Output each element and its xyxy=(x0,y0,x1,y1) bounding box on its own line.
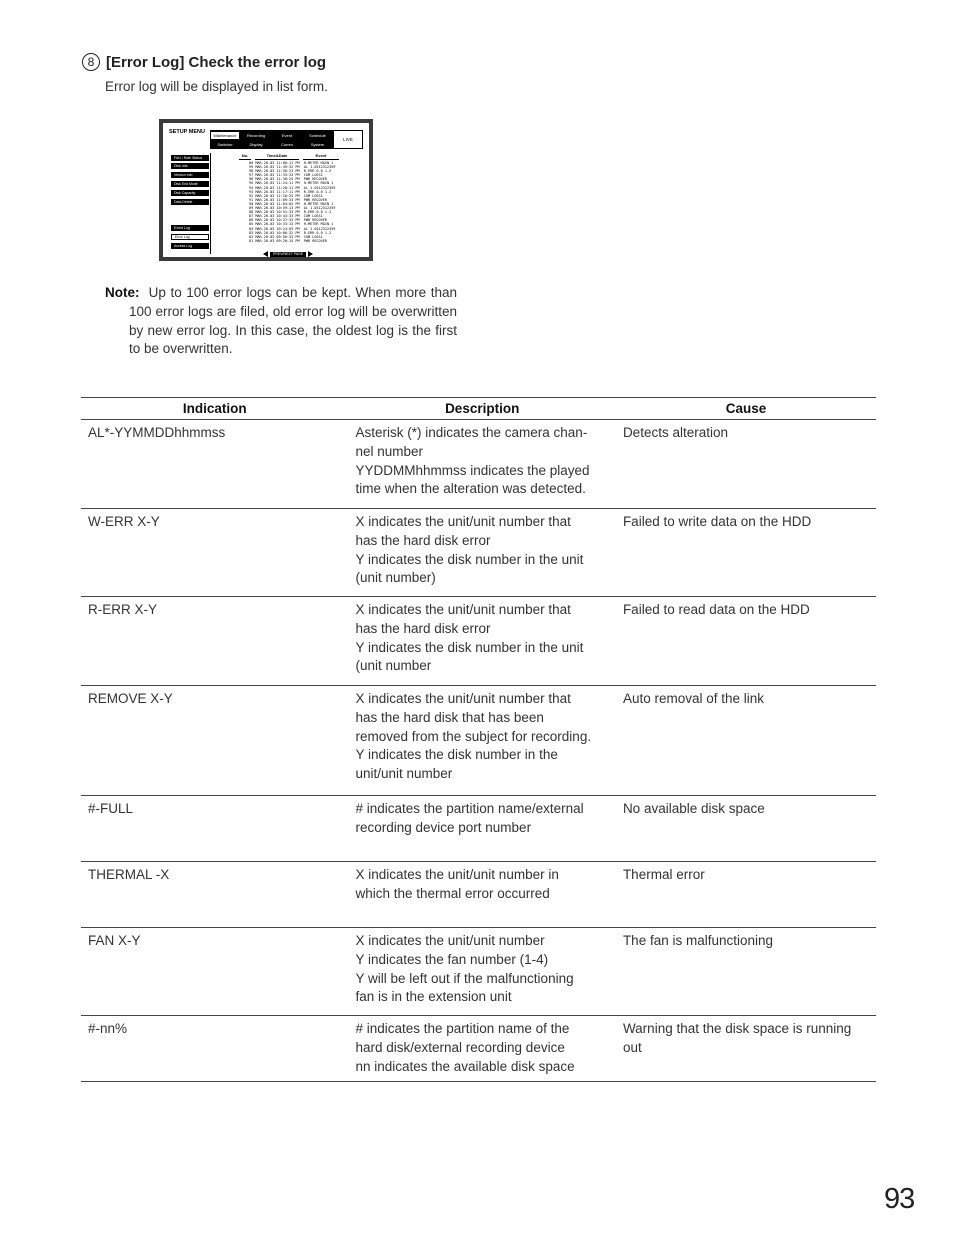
description-line: Y indicates the disk number in the xyxy=(355,747,558,763)
log-row: 94 MAR.20.03 11:20:11 PM AL 1-0312312359 xyxy=(249,185,336,190)
section-title: [Error Log] Check the error log xyxy=(106,53,327,71)
description-line: has the hard disk that has been xyxy=(355,709,544,725)
tab-display[interactable]: Display xyxy=(241,141,271,148)
note-block xyxy=(105,284,457,359)
section-intro: Error log will be displayed in list form. xyxy=(105,79,328,94)
log-row: 82 MAR.20.03 09:56:33 PM COM LOSS1 xyxy=(249,234,323,239)
description-line: (unit number xyxy=(355,658,432,674)
table-row xyxy=(81,597,876,686)
description-line: has the hard disk error xyxy=(355,532,491,548)
side-item-disk-capacity[interactable]: Disk Capacity xyxy=(171,190,209,196)
description-line: which the thermal error occurred xyxy=(355,885,550,901)
table-header-row xyxy=(81,398,876,420)
screen-divider xyxy=(210,153,211,254)
error-log-list xyxy=(249,161,335,243)
description-line: removed from the subject for recording. xyxy=(355,728,592,744)
table-row xyxy=(81,928,876,1016)
cause-cell: Failed to read data on the HDD xyxy=(616,597,876,686)
note-label: Note: xyxy=(105,285,140,300)
description-cell xyxy=(348,1016,615,1082)
cause-cell: Failed to write data on the HDD xyxy=(616,509,876,597)
header-cause: Cause xyxy=(616,398,876,420)
description-line: Y will be left out if the malfunctioning xyxy=(355,970,574,986)
cause-cell: The fan is malfunctioning xyxy=(616,928,876,1016)
error-log-table xyxy=(81,397,876,1082)
log-row: 95 MAR.20.03 11:24:11 PM H-METER MAIN 1 xyxy=(249,181,334,186)
description-cell xyxy=(348,509,615,597)
indication-cell: AL*-YYMMDDhhmmss xyxy=(81,420,348,509)
side-item-access-log[interactable]: Access Log xyxy=(171,243,209,249)
description-cell xyxy=(348,420,615,509)
description-line: X indicates the unit/unit number that xyxy=(355,602,571,617)
col-time-header: Time&Date xyxy=(255,153,299,160)
log-row: 86 MAR.20.03 10:37:33 PM PWR RECOVER xyxy=(249,218,327,223)
description-line: unit/unit number xyxy=(355,766,453,782)
next-page-icon[interactable] xyxy=(308,251,313,257)
col-no-header: No. xyxy=(239,153,251,160)
description-cell xyxy=(348,928,615,1016)
description-cell xyxy=(348,796,615,862)
description-line: Y indicates the fan number (1-4) xyxy=(355,951,549,967)
log-row: 96 MAR.20.03 11:30:25 PM PWR RECOVER xyxy=(249,177,327,182)
description-line: X indicates the unit/unit number in xyxy=(355,867,559,882)
log-row: 84 MAR.20.03 10:24:03 PM AL 1-0312312359 xyxy=(249,226,336,231)
side-item-error-log[interactable]: Error Log xyxy=(171,234,209,240)
description-line: Y indicates the disk number in the unit xyxy=(355,639,584,655)
table-body xyxy=(81,420,876,1082)
description-line: nel number xyxy=(355,443,424,459)
log-row: 81 MAR.20.03 09:20:15 PM PWR RECOVER xyxy=(249,238,327,243)
description-line: (unit number) xyxy=(355,570,436,586)
tab-switcher[interactable]: Switcher xyxy=(211,141,239,148)
side-item-disk-end-mode[interactable]: Disk End Mode xyxy=(171,181,209,187)
description-cell xyxy=(348,862,615,928)
log-row: 91 MAR.20.03 11:09:33 PM PWR RECOVER xyxy=(249,197,327,202)
log-row: 99 MAR.20.03 11:49:32 PM AL 1-0312312359 xyxy=(249,165,336,170)
page-number: 93 xyxy=(884,1183,915,1215)
tab-recording[interactable]: Recording xyxy=(241,132,271,139)
side-item-data-delete[interactable]: Data Delete xyxy=(171,199,209,205)
setup-menu-title: SETUP MENU xyxy=(169,129,205,135)
header-indication: Indication xyxy=(81,398,348,420)
description-line: X indicates the unit/unit number xyxy=(355,933,545,948)
indication-cell: FAN X-Y xyxy=(81,928,348,1016)
side-item-fan-status[interactable]: FAN / Rate Status xyxy=(171,155,209,161)
setup-menu-screen xyxy=(163,123,369,257)
page-navigation xyxy=(263,251,313,257)
cause-cell: Auto removal of the link xyxy=(616,686,876,796)
tab-system[interactable]: System xyxy=(303,141,332,148)
tab-event[interactable]: Event xyxy=(273,132,301,139)
log-row: 85 MAR.20.03 10:33:13 PM H-METER MAIN 1 xyxy=(249,222,334,227)
side-item-disk-info[interactable]: Disk Info xyxy=(171,163,209,169)
cause-cell: No available disk space xyxy=(616,796,876,862)
description-line: hard disk/external recording device xyxy=(355,1039,565,1055)
menu-tab-bar xyxy=(210,130,334,149)
cause-cell: Detects alteration xyxy=(616,420,876,509)
description-cell xyxy=(348,686,615,796)
log-row: 92 MAR.20.03 11:16:25 PM COM LOSS1 xyxy=(249,193,323,198)
setup-menu-screenshot xyxy=(159,119,373,261)
live-button[interactable]: LIVE xyxy=(333,130,363,149)
tab-schedule[interactable]: Schedule xyxy=(303,132,332,139)
indication-cell: THERMAL -X xyxy=(81,862,348,928)
indication-cell: #-nn% xyxy=(81,1016,348,1082)
log-row: 00 MAR.20.03 11:00:11 PM H-METER MAIN 1 xyxy=(249,161,334,165)
table-row xyxy=(81,686,876,796)
log-row: 83 MAR.20.03 10:06:32 PM R-ERR 0-0 1-2 xyxy=(249,230,332,235)
header-description: Description xyxy=(348,398,615,420)
note-text: Up to 100 error logs can be kept. When more than 100 error logs are filed, old error log will be overwritten by new error log. In this case, the oldest log is the first to be overwritten. xyxy=(129,285,457,357)
section-heading xyxy=(82,53,326,71)
log-row: 88 MAR.20.03 10:51:33 PM R-ERR 0-0 1-2 xyxy=(249,210,332,215)
description-line: fan is in the extension unit xyxy=(355,989,512,1005)
table-row xyxy=(81,509,876,597)
table-row xyxy=(81,1016,876,1082)
description-line: YYDDMMhhmmss indicates the played xyxy=(355,462,590,478)
description-line: time when the alteration was detected. xyxy=(355,481,586,497)
log-row: 93 MAR.20.03 11:17:11 PM R-ERR 0-0 1-2 xyxy=(249,189,332,194)
table-row xyxy=(81,862,876,928)
col-event-header: Event xyxy=(303,153,339,160)
tab-maintenance[interactable]: Maintenance xyxy=(211,132,239,139)
log-row: 87 MAR.20.03 10:43:33 PM COM LOSS1 xyxy=(249,214,323,219)
description-line: recording device port number xyxy=(355,819,532,835)
cause-cell: Warning that the disk space is running out xyxy=(616,1016,876,1082)
log-row: 97 MAR.20.03 11:33:33 PM COM LOSS1 xyxy=(249,173,323,178)
log-row: 98 MAR.20.03 11:36:23 PM R-ERR 0-0 1-2 xyxy=(249,169,332,174)
indication-cell: REMOVE X-Y xyxy=(81,686,348,796)
step-number-badge: 8 xyxy=(82,53,100,71)
indication-cell: W-ERR X-Y xyxy=(81,509,348,597)
description-line: # indicates the partition name/external xyxy=(355,801,584,816)
description-line: Asterisk (*) indicates the camera chan- xyxy=(355,425,588,440)
description-line: Y indicates the disk number in the unit xyxy=(355,551,584,567)
indication-cell: #-FULL xyxy=(81,796,348,862)
tab-comm[interactable]: Comm xyxy=(273,141,301,148)
table-row xyxy=(81,420,876,509)
indication-cell: R-ERR X-Y xyxy=(81,597,348,686)
description-line: X indicates the unit/unit number that xyxy=(355,514,571,529)
prev-page-icon[interactable] xyxy=(263,251,268,257)
table-row xyxy=(81,796,876,862)
prev-next-label: PREV/NEXT PAGE xyxy=(270,252,306,257)
log-row: 89 MAR.20.03 10:59:13 PM AL 1-0312312359 xyxy=(249,206,336,211)
side-item-event-log[interactable]: Event Log xyxy=(171,225,209,231)
description-line: X indicates the unit/unit number that xyxy=(355,691,571,706)
description-line: nn indicates the available disk space xyxy=(355,1058,575,1074)
cause-cell: Thermal error xyxy=(616,862,876,928)
description-line: # indicates the partition name of the xyxy=(355,1021,570,1036)
log-row: 90 MAR.20.03 11:04:02 PM H-METER MAIN 1 xyxy=(249,201,334,206)
side-item-version-info[interactable]: Version Info xyxy=(171,172,209,178)
description-line: has the hard disk error xyxy=(355,620,491,636)
description-cell xyxy=(348,597,615,686)
